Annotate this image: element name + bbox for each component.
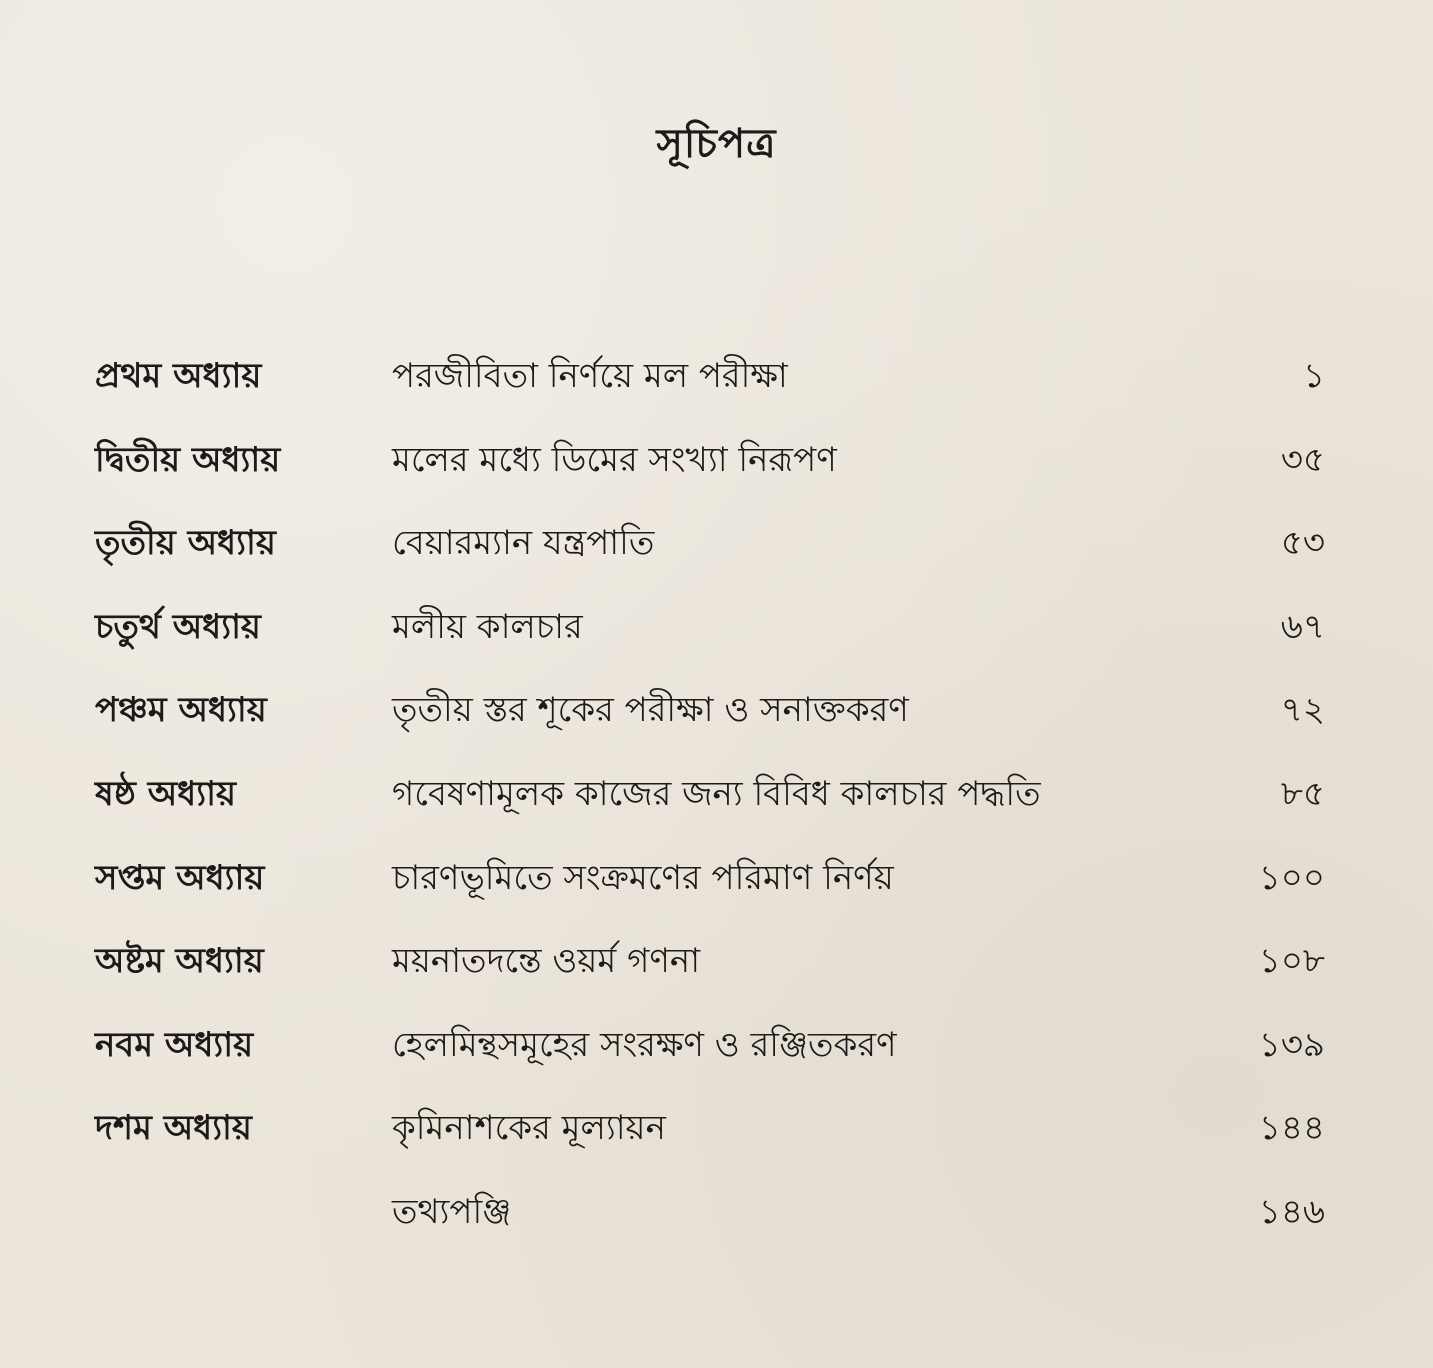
chapter-label: পঞ্চম অধ্যায়	[95, 690, 267, 731]
page-number: ১৪৬	[1258, 1191, 1325, 1232]
page-number: ৬৭	[1280, 606, 1325, 647]
chapter-topic: বেয়ারম্যান যন্ত্রপাতি	[392, 523, 655, 564]
chapter-topic: কৃমিনাশকের মূল্যায়ন	[392, 1108, 666, 1149]
chapter-topic: মলের মধ্যে ডিমের সংখ্যা নিরূপণ	[392, 439, 837, 480]
chapter-topic: ময়নাতদন্তে ওয়র্ম গণনা	[392, 941, 701, 982]
chapter-label: ষষ্ঠ অধ্যায়	[95, 773, 236, 814]
page-title: সূচিপত্র	[656, 121, 777, 167]
chapter-label: সপ্তম অধ্যায়	[95, 857, 265, 898]
chapter-topic: তথ্যপঞ্জি	[392, 1191, 512, 1232]
page-number: ৭২	[1280, 690, 1325, 731]
chapter-topic: গবেষণামূলক কাজের জন্য বিবিধ কালচার পদ্ধতি	[392, 773, 1041, 814]
page-number: ১০৮	[1258, 941, 1325, 982]
chapter-topic: মলীয় কালচার	[392, 606, 583, 647]
chapter-topic: হেলমিন্থসমূহের সংরক্ষণ ও রঞ্জিতকরণ	[392, 1024, 897, 1065]
page-number: ১	[1302, 356, 1325, 396]
toc-row	[0, 1092, 1433, 1176]
toc-row	[0, 424, 1433, 508]
page-number: ৩৫	[1280, 439, 1325, 480]
table-of-contents	[0, 340, 1433, 1260]
page-number: ১৩৯	[1258, 1024, 1325, 1065]
toc-row	[0, 1176, 1433, 1260]
chapter-label: দ্বিতীয় অধ্যায়	[95, 439, 281, 480]
chapter-topic: পরজীবিতা নির্ণয়ে মল পরীক্ষা	[392, 356, 788, 396]
chapter-topic: তৃতীয় স্তর শূকের পরীক্ষা ও সনাক্তকরণ	[392, 690, 909, 731]
chapter-label: দশম অধ্যায়	[95, 1108, 252, 1149]
page-number: ১৪৪	[1258, 1108, 1325, 1149]
toc-row	[0, 925, 1433, 1009]
chapter-topic: চারণভূমিতে সংক্রমণের পরিমাণ নির্ণয়	[392, 857, 894, 898]
page-number: ১০০	[1258, 857, 1325, 898]
toc-row	[0, 340, 1433, 424]
toc-row	[0, 842, 1433, 926]
toc-row	[0, 591, 1433, 675]
toc-row	[0, 1009, 1433, 1093]
toc-row	[0, 507, 1433, 591]
page-number: ৮৫	[1280, 773, 1325, 814]
chapter-label: অষ্টম অধ্যায়	[95, 941, 264, 982]
toc-row	[0, 758, 1433, 842]
chapter-label: প্রথম অধ্যায়	[95, 356, 262, 396]
chapter-label: তৃতীয় অধ্যায়	[95, 523, 276, 564]
page-number: ৫৩	[1280, 523, 1325, 564]
chapter-label: নবম অধ্যায়	[95, 1024, 254, 1065]
chapter-label: চতুর্থ অধ্যায়	[95, 606, 261, 647]
toc-row	[0, 674, 1433, 758]
